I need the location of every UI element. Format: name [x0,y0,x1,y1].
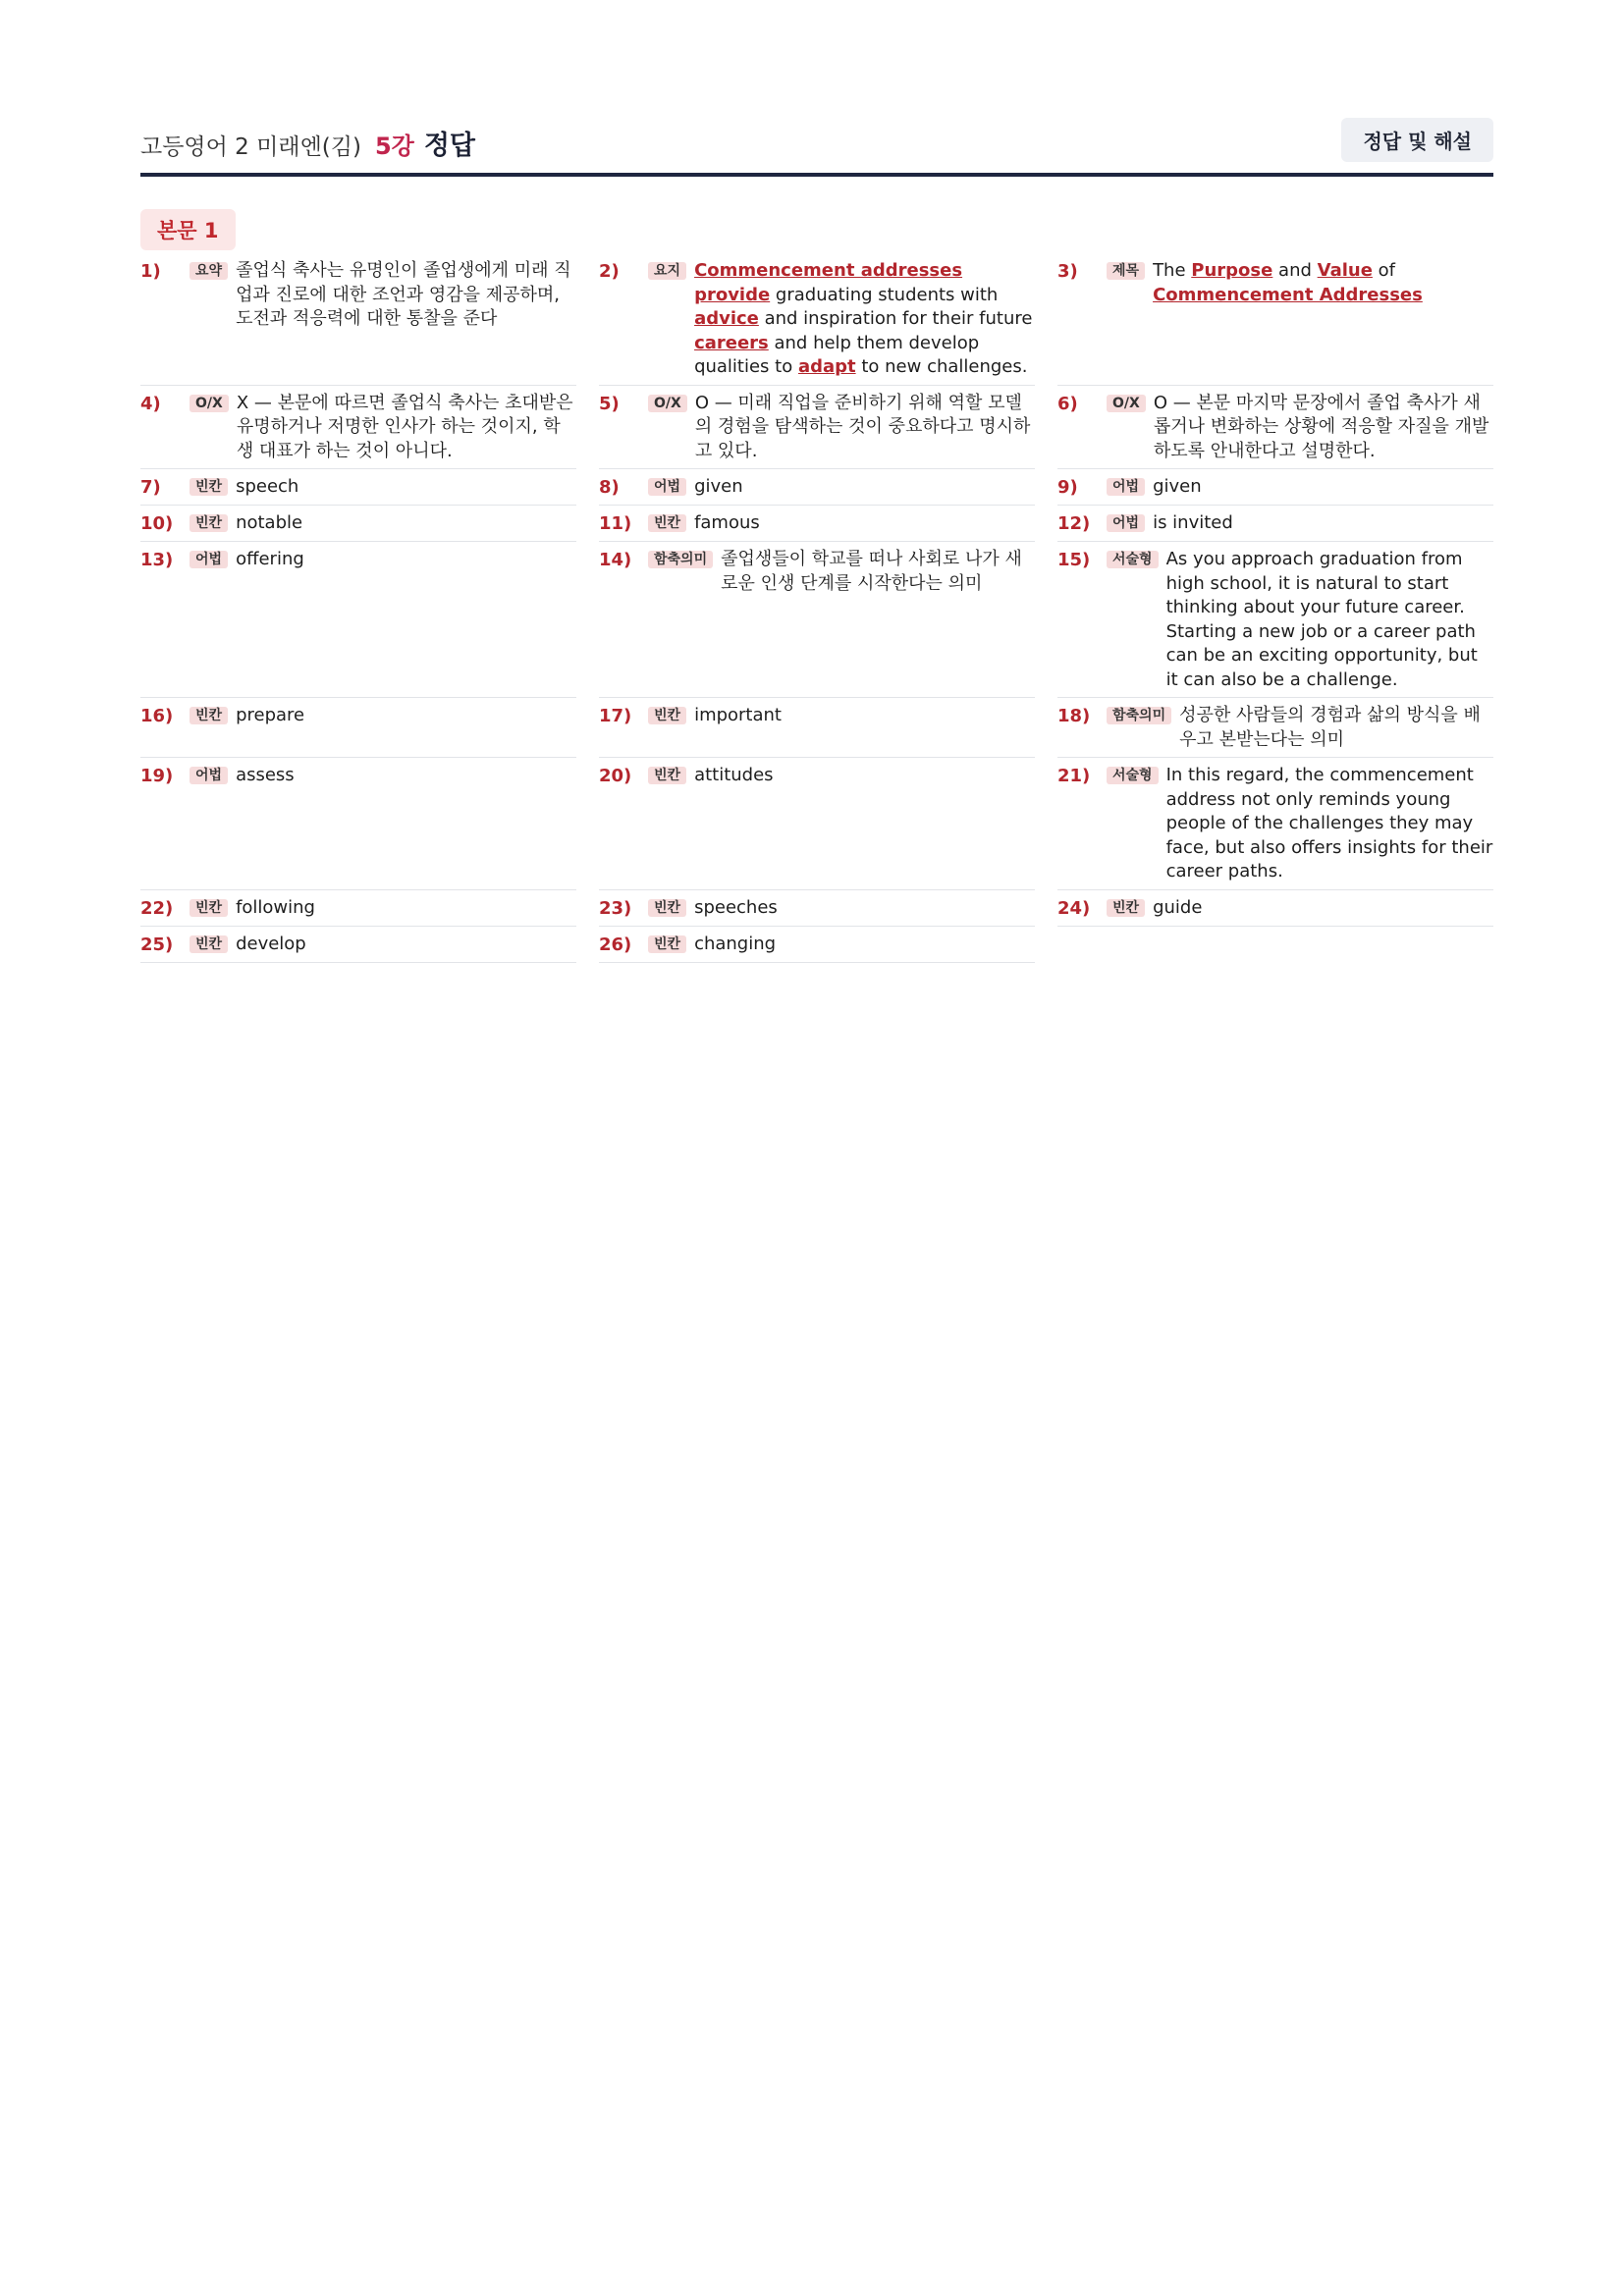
item-number: 10) [140,513,174,534]
answer-segment: develop [236,933,306,954]
answer-item [140,542,576,698]
answer-text [694,475,1035,500]
answer-segment: O — 본문 마지막 문장에서 졸업 축사가 새롭거나 변화하는 상황에 적응할 자질을 개발하도록 안내한다고 설명한다. [1153,392,1489,461]
question-type-tag: 빈칸 [648,514,686,532]
answer-item [1057,890,1493,927]
answer-segment: given [1153,476,1202,497]
answer-segment: and [1272,260,1318,281]
answer-segment: important [694,705,782,725]
item-number: 11) [599,513,632,534]
answer-segment: and help them develop qualities to [694,332,980,377]
answer-text [1154,392,1493,464]
answer-item [140,253,576,386]
item-number: 20) [599,766,632,786]
answer-item [1057,758,1493,890]
answer-segment: speech [236,476,299,497]
header-divider [140,173,1493,177]
page-title [140,124,475,162]
item-number: 5) [599,393,620,414]
answer-segment: guide [1153,896,1203,918]
answer-text [695,392,1035,464]
item-number: 8) [599,477,620,498]
answer-item [599,927,1035,963]
item-number: 22) [140,897,174,919]
answer-text [1166,764,1493,884]
question-type-tag: O/X [189,395,229,412]
answer-grid [140,253,1493,963]
answer-segment: X — 본문에 따르면 졸업식 축사는 초대받은 유명하거나 저명한 인사가 하는 것이지, 학생 대표가 하는 것이 아니다. [236,392,573,461]
answer-item [140,469,576,506]
answer-text [694,704,1035,728]
answer-item [140,890,576,927]
answer-text [694,896,1035,921]
item-number: 7) [140,477,161,498]
page-header [140,116,1493,177]
item-number: 2) [599,261,620,282]
item-number: 23) [599,897,632,919]
answer-item [140,758,576,890]
answer-item [1057,253,1493,386]
answer-segment: changing [694,933,777,954]
answer-segment: notable [236,512,303,533]
answer-item [599,386,1035,470]
answer-item [599,506,1035,542]
answer-text [694,259,1035,380]
answer-segment: O — 미래 직업을 준비하기 위해 역할 모델의 경험을 탐색하는 것이 중요하다고 명시하고 있다. [694,392,1031,461]
answer-item [599,542,1035,698]
answer-text [694,933,1035,957]
empty-cell [1057,927,1493,963]
highlighted-keyword: Commencement Addresses [1153,284,1423,305]
highlighted-keyword: careers [694,332,769,353]
item-number: 6) [1057,393,1078,414]
answer-segment: famous [694,512,760,533]
answer-text [236,933,576,957]
answer-item [1057,506,1493,542]
answer-segment: following [236,896,315,918]
item-number: 24) [1057,897,1091,919]
item-number: 14) [599,550,632,570]
question-type-tag: 빈칸 [189,935,228,953]
answer-segment: 성공한 사람들의 경험과 삶의 방식을 배우고 본받는다는 의미 [1179,705,1481,750]
item-number: 1) [140,261,161,282]
question-type-tag: 제목 [1107,262,1145,280]
question-type-tag: 빈칸 [189,514,228,532]
answer-title: 정답 [423,131,476,161]
answer-segment: 졸업식 축사는 유명인이 졸업생에게 미래 직업과 진로에 대한 조언과 영감을 제공하며, 도전과 적응력에 대한 통찰을 준다 [236,260,571,329]
answer-segment: to new challenges. [855,356,1028,377]
answer-text [1153,259,1493,307]
item-number: 12) [1057,513,1091,534]
question-type-tag: 빈칸 [648,899,686,917]
item-number: 17) [599,706,632,726]
item-number: 18) [1057,706,1091,726]
question-type-tag: 빈칸 [189,899,228,917]
answer-segment: prepare [236,705,305,725]
answer-item [599,469,1035,506]
lesson-number: 5강 [374,133,414,160]
answer-text [694,764,1035,788]
answer-text [236,259,576,332]
item-number: 3) [1057,261,1078,282]
question-type-tag: 빈칸 [648,767,686,784]
question-type-tag: 서술형 [1107,551,1159,568]
item-number: 19) [140,766,174,786]
question-type-tag: 요지 [648,262,686,280]
item-number: 21) [1057,766,1091,786]
item-number: 16) [140,706,174,726]
answer-text [1153,475,1493,500]
answer-text [236,764,576,788]
answer-row [140,469,1493,506]
answer-segment: assess [236,765,295,785]
answer-segment: and inspiration for their future [758,308,1033,329]
highlighted-keyword: Purpose [1191,260,1273,281]
highlighted-keyword: Value [1317,260,1373,281]
item-number: 15) [1057,550,1091,570]
question-type-tag: 빈칸 [1107,899,1145,917]
answer-row [140,758,1493,890]
answer-text [236,548,576,572]
answer-segment: of [1372,260,1396,281]
question-type-tag: 어법 [189,767,228,784]
question-type-tag: 함축의미 [648,551,713,568]
question-type-tag: 서술형 [1107,767,1159,784]
answer-item [140,698,576,758]
answer-item [140,506,576,542]
question-type-tag: 요약 [189,262,228,280]
answer-item [599,758,1035,890]
answer-segment: 졸업생들이 학교를 떠나 사회로 나가 새로운 인생 단계를 시작한다는 의미 [721,549,1022,594]
question-type-tag: 어법 [1107,514,1145,532]
answer-item [599,698,1035,758]
answer-row [140,927,1493,963]
answer-segment: offering [236,549,304,569]
answer-segment: is invited [1153,512,1233,533]
answer-row [140,253,1493,386]
highlighted-keyword: advice [694,308,759,329]
highlighted-keyword: adapt [797,356,856,377]
question-type-tag: 어법 [648,478,686,496]
section-label: 본문 1 [140,209,236,250]
question-type-tag: 빈칸 [648,707,686,724]
answer-key-badge: 정답 및 해설 [1341,118,1493,162]
item-number: 26) [599,934,632,955]
answer-segment: given [694,476,743,497]
answer-text [237,392,576,464]
answer-segment: speeches [694,896,778,918]
answer-row [140,506,1493,542]
answer-item [599,253,1035,386]
answer-row [140,542,1493,698]
answer-row [140,386,1493,470]
answer-segment: The [1153,260,1192,281]
question-type-tag: O/X [648,395,687,412]
answer-text [721,548,1035,596]
question-type-tag: 함축의미 [1107,707,1171,724]
answer-segment: In this regard, the commencement address not only reminds young people of the challenges they may face, but also offers insights for their career paths. [1165,765,1493,881]
answer-item [599,890,1035,927]
item-number: 13) [140,550,174,570]
answer-text [236,511,576,536]
item-number: 9) [1057,477,1078,498]
question-type-tag: 어법 [1107,478,1145,496]
question-type-tag: O/X [1107,395,1146,412]
answer-text [236,896,576,921]
answer-item [140,386,576,470]
answer-segment: As you approach graduation from high school, it is natural to start thinking about your future career. Starting a new job or a career path can be an exciting opportunity, but it can also be a challenge. [1165,549,1478,690]
question-type-tag: 빈칸 [648,935,686,953]
answer-text [236,475,576,500]
answer-item [1057,386,1493,470]
highlighted-keyword: Commencement addresses provide [694,260,963,305]
answer-item [1057,469,1493,506]
item-number: 4) [140,393,161,414]
answer-text [236,704,576,728]
answer-row [140,890,1493,927]
answer-item [140,927,576,963]
course-name: 고등영어 2 미래엔(김) [140,134,361,160]
answer-item [1057,698,1493,758]
question-type-tag: 어법 [189,551,228,568]
answer-text [1153,896,1493,921]
answer-row [140,698,1493,758]
answer-text [694,511,1035,536]
question-type-tag: 빈칸 [189,478,228,496]
answer-text [1166,548,1493,692]
answer-text [1179,704,1493,752]
item-number: 25) [140,934,174,955]
answer-item [1057,542,1493,698]
answer-text [1153,511,1493,536]
question-type-tag: 빈칸 [189,707,228,724]
answer-segment: graduating students with [770,284,999,305]
answer-segment: attitudes [694,765,774,785]
